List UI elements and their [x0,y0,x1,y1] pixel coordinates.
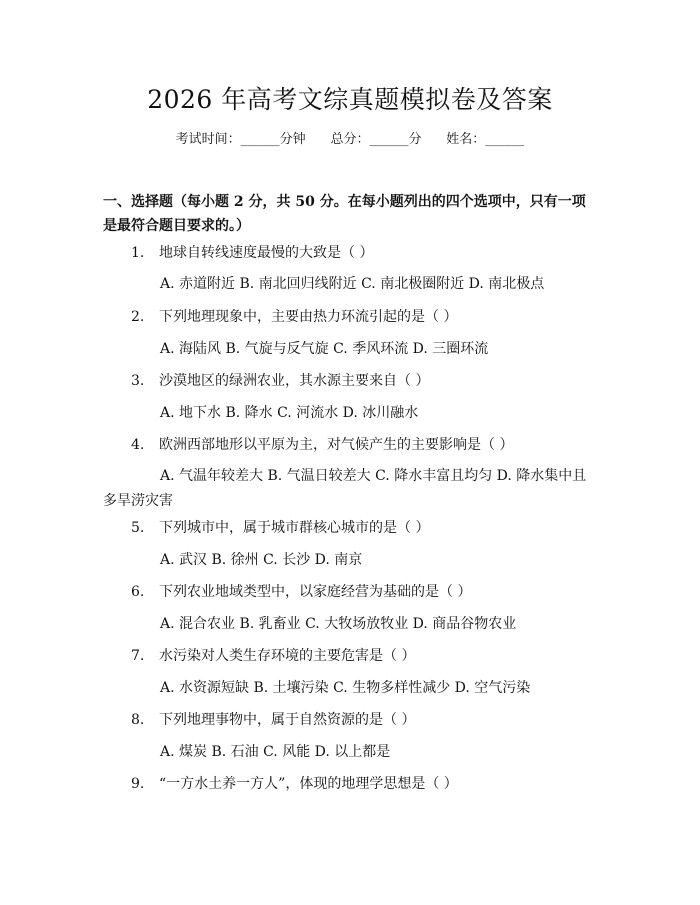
question-number: 3. [131,373,145,389]
question-text: 地球自转线速度最慢的大致是（ ） [159,245,374,261]
total-score-field: 总分：______分 [330,132,422,147]
question-number: 4. [131,437,145,453]
question-7 [131,645,601,667]
exam-title: 2026 年高考文综真题模拟卷及答案 [147,85,553,114]
question-text: 下列地理现象中，主要由热力环流引起的是（ ） [159,309,458,325]
question-4 [131,434,601,456]
question-5 [131,517,601,539]
exam-time-field: 考试时间：______分钟 [175,132,306,147]
question-number: 1. [131,245,145,261]
question-8 [131,709,601,731]
question-7-options: A. 水资源短缺 B. 土壤污染 C. 生物多样性减少 D. 空气污染 [160,680,531,696]
question-text: 下列地理事物中，属于自然资源的是（ ） [159,712,416,728]
section-heading: 一、选择题（每小题 2 分，共 50 分。在每小题列出的四个选项中，只有一项是最符合题目要求的。） [103,194,586,234]
question-text: 水污染对人类生存环境的主要危害是（ ） [159,648,416,664]
question-text: “一方水土养一方人”，体现的地理学思想是（ ） [159,776,458,792]
question-number: 7. [131,648,145,664]
question-5-options: A. 武汉 B. 徐州 C. 长沙 D. 南京 [160,552,363,568]
question-8-options: A. 煤炭 B. 石油 C. 风能 D. 以上都是 [160,744,391,760]
question-1-options: A. 赤道附近 B. 南北回归线附近 C. 南北极圈附近 D. 南北极点 [160,276,545,292]
question-number: 9. [131,776,145,792]
student-name-field: 姓名：______ [446,132,525,147]
question-3-options: A. 地下水 B. 降水 C. 河流水 D. 冰川融水 [160,405,419,421]
question-number: 2. [131,309,145,325]
question-6-options: A. 混合农业 B. 乳畜业 C. 大牧场放牧业 D. 商品谷物农业 [160,616,517,632]
question-text: 欧洲西部地形以平原为主，对气候产生的主要影响是（ ） [159,437,514,453]
question-4-options: A. 气温年较差大 B. 气温日较差大 C. 降水丰富且均匀 D. 降水集中且多旱涝灾害 [103,468,587,509]
question-number: 8. [131,712,145,728]
question-text: 沙漠地区的绿洲农业，其水源主要来自（ ） [159,373,430,389]
exam-meta [0,130,700,150]
question-6 [131,581,601,603]
question-2-options: A. 海陆风 B. 气旋与反气旋 C. 季风环流 D. 三圈环流 [160,341,489,357]
question-1 [131,242,601,264]
question-text: 下列城市中，属于城市群核心城市的是（ ） [159,520,430,536]
question-number: 5. [131,520,145,536]
question-3 [131,370,601,392]
question-2 [131,306,601,328]
question-9 [131,773,601,795]
question-number: 6. [131,584,145,600]
question-text: 下列农业地域类型中，以家庭经营为基础的是（ ） [159,584,472,600]
